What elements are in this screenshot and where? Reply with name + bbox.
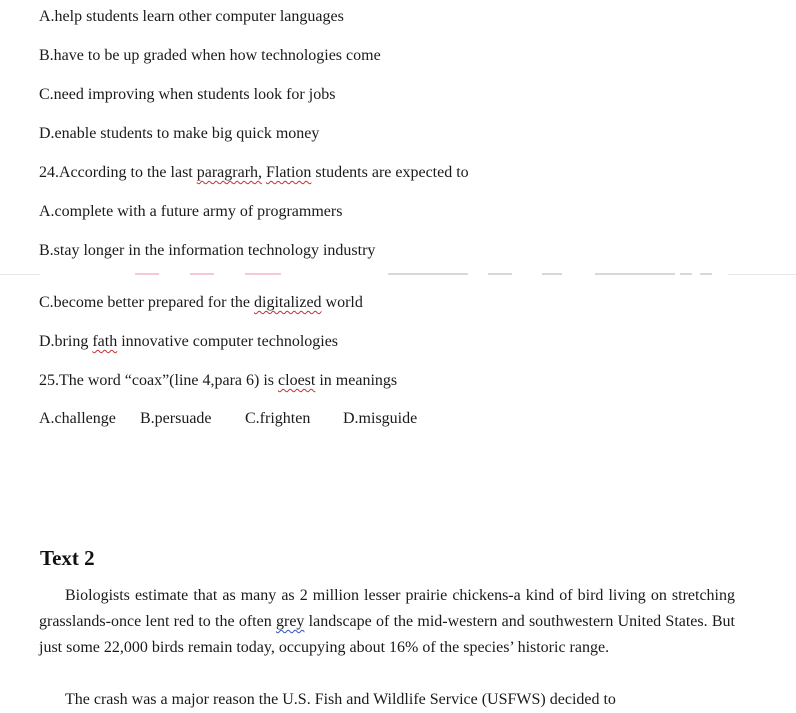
q24-option-d	[39, 332, 338, 352]
q24-stem-before: 24.According to the last	[39, 164, 197, 181]
q24-stem-after: students are expected to	[311, 164, 469, 181]
page-break-mark	[542, 273, 562, 275]
q25-option-d: D.misguide	[343, 410, 418, 427]
page-break-mark	[245, 273, 281, 275]
page-break-mark	[190, 273, 214, 275]
q24-option-d-after: innovative computer technologies	[117, 333, 339, 350]
page-break-mark	[488, 273, 512, 275]
page-break-mark	[135, 273, 159, 275]
q24-stem-word1: paragrarh,	[196, 164, 263, 181]
q24-option-c	[39, 293, 363, 313]
q25-stem-before: 25.The word “coax”(line 4,para 6) is	[39, 372, 279, 389]
q24-option-c-after: world	[321, 294, 363, 311]
q25-option-c: C.frighten	[245, 410, 311, 427]
q23-option-a: A.help students learn other computer languages	[39, 8, 344, 25]
q24-option-c-before: C.become better prepared for the	[39, 294, 255, 311]
q24-option-c-word: digitalized	[254, 294, 322, 311]
page-break-mark	[700, 273, 712, 275]
q23-option-c: C.need improving when students look for jobs	[39, 86, 336, 103]
q24-option-a: A.complete with a future army of programmers	[39, 203, 343, 220]
q24-stem	[39, 163, 469, 183]
page-break-mark	[595, 273, 675, 275]
q25-stem	[39, 371, 397, 391]
q25-stem-word: cloest	[278, 372, 316, 389]
q25-option-b: B.persuade	[140, 410, 212, 427]
q24-stem-word2: Flation	[266, 164, 312, 181]
text2-para1-word: grey	[275, 613, 305, 630]
text2-paragraph-1	[39, 583, 735, 661]
q24-option-b: B.stay longer in the information technology industry	[39, 242, 376, 259]
text2-paragraph-2: The crash was a major reason the U.S. Fish and Wildlife Service (USFWS) decided to	[65, 691, 616, 708]
page-break-right-edge	[728, 274, 796, 275]
section-heading: Text 2	[40, 546, 95, 570]
q25-option-a: A.challenge	[39, 410, 116, 427]
page-break-separator	[0, 268, 796, 282]
page-break-mark	[680, 273, 692, 275]
text2-para1-after: landscape of the mid-western and southwestern United States. But just some 22,000 birds remain today, occupying about 16% of the species’ historic range.	[39, 613, 736, 656]
q23-option-b: B.have to be up graded when how technologies come	[39, 47, 381, 64]
page-break-left-edge	[0, 274, 40, 275]
q23-option-d: D.enable students to make big quick money	[39, 125, 320, 142]
text2-para1-before: Biologists estimate that as many as 2 million lesser prairie chickens-a kind of bird living on stretching grasslands-once lent red to the often	[39, 587, 735, 630]
q25-stem-after: in meanings	[315, 372, 398, 389]
q24-option-d-before: D.bring	[39, 333, 93, 350]
q24-option-d-word: fath	[92, 333, 118, 350]
page-break-mark	[388, 273, 468, 275]
